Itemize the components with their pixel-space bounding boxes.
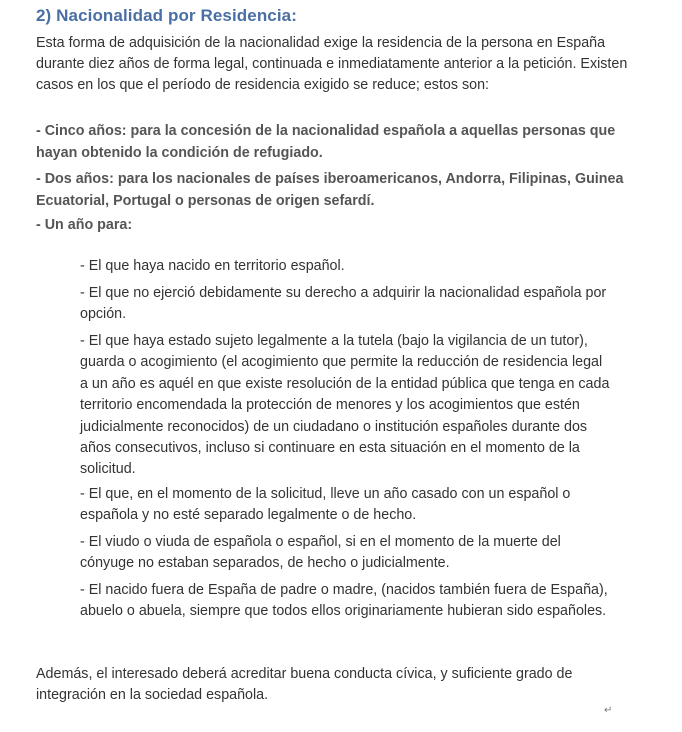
section-heading: 2) Nacionalidad por Residencia:: [36, 6, 297, 25]
closing-paragraph: Además, el interesado deberá acreditar buena conducta cívica, y suficiente grado de integración en la sociedad española.: [36, 666, 573, 704]
one-year-case-born-abroad: - El nacido fuera de España de padre o madre, (nacidos también fuera de España), abuelo o abuela, siempre que todos ellos originariamente hubieran sido españoles.: [80, 582, 608, 620]
case-five-years: - Cinco años: para la concesión de la nacionalidad española a aquellas personas que hayan obtenido la condición de refugiado.: [36, 123, 616, 161]
case-one-year: - Un año para:: [36, 217, 133, 233]
paragraph-mark-icon: ↵: [604, 705, 613, 716]
one-year-case-guardianship: - El que haya estado sujeto legalmente a la tutela (bajo la vigilancia de un tutor), guarda o acogimiento (el acogimiento que permite la reducción de residencia legal a un año es aquél en que existe resolución de la entidad pública que tenga en cada territorio encomendada la protección de menores y los acogimientos que estén judicialmente reconocidos) de un ciudadano o institución españoles durante dos años consecutivos, incluso si continuare en esta situación en el momento de la solicitud.: [80, 333, 610, 478]
one-year-case-widowed: - El viudo o viuda de española o español, si en el momento de la muerte del cónyuge no estaban separados, de hecho o judicialmente.: [80, 534, 561, 572]
one-year-case-married: - El que, en el momento de la solicitud, lleve un año casado con un español o española y no esté separado legalmente o de hecho.: [80, 486, 571, 524]
case-two-years: - Dos años: para los nacionales de países iberoamericanos, Andorra, Filipinas, Guinea Ecuatorial, Portugal o personas de origen sefardí.: [36, 171, 624, 209]
one-year-case-born-in-spain: - El que haya nacido en territorio español.: [80, 258, 345, 274]
one-year-case-option-right: - El que no ejerció debidamente su derecho a adquirir la nacionalidad española por opción.: [80, 285, 607, 323]
intro-paragraph: Esta forma de adquisición de la nacionalidad exige la residencia de la persona en España durante diez años de forma legal, continuada e inmediatamente anterior a la petición. Existen casos en los que el período de residencia exigido se reduce; estos son:: [36, 35, 628, 94]
